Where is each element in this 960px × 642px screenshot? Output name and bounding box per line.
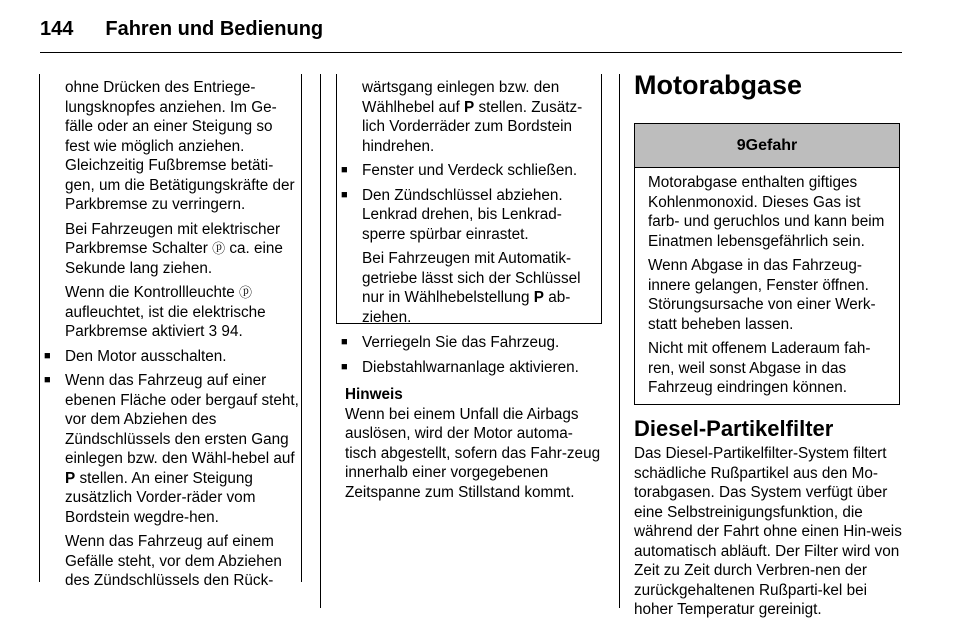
list-item [40, 371, 300, 527]
bullet-icon: ■ [341, 336, 348, 348]
text: stellen. Zusätz-lich Vorderräder zum Bordstein hindrehen. [362, 98, 583, 155]
text: Verriegeln Sie das Fahrzeug. [362, 334, 560, 351]
warning-body [635, 168, 899, 398]
col1-paragraph-2 [40, 220, 300, 279]
note-text: Wenn bei einem Unfall die Airbags auslösen, wird der Motor automa-tisch abgestellt, sofern das Fahr-zeug innerhalb einer vorgegebenen Zeitspanne zum Stillstand kommt. [345, 405, 601, 501]
text: Den Motor ausschalten. [65, 347, 227, 365]
col2-paragraph-2 [337, 249, 603, 327]
gear-p: P [65, 469, 76, 487]
text: Bei Fahrzeugen mit elektrischer Parkbremse Schalter [65, 220, 281, 257]
text: Wenn das Fahrzeug auf einer ebenen Fläche oder bergauf steht, vor dem Abziehen des Zündschlüssels den ersten Gang einlegen bzw. den Wähl-hebel auf [65, 372, 299, 467]
col1-paragraph-3 [40, 283, 300, 342]
text: Fenster und Verdeck schließen. [362, 162, 578, 179]
parking-brake-switch-icon: ⓟ [212, 241, 226, 256]
text: ca. eine Sekunde lang ziehen. [65, 240, 283, 277]
warning-triangle-icon: 9 [736, 137, 746, 154]
list-item [337, 161, 603, 181]
text: Den Zündschlüssel abziehen. Lenkrad drehen, bis Lenkrad-sperre spürbar einrastet. [362, 186, 563, 243]
page-reference: 94. [217, 323, 243, 340]
warning-label: Gefahr [745, 137, 798, 154]
gear-p: P [533, 289, 544, 306]
column-2 [337, 78, 603, 327]
section-title-motorabgase: Motorabgase [634, 70, 803, 100]
text: Wenn die Kontrollleuchte [65, 284, 240, 301]
bullet-icon: ■ [341, 164, 348, 176]
bullet-icon: ■ [341, 360, 348, 373]
gear-p: P [464, 98, 475, 116]
text: Diebstahlwarnanlage aktivieren. [362, 358, 579, 376]
list-item [40, 347, 300, 367]
page-reference-arrow-icon: 3 [208, 323, 218, 340]
page-header-title: Fahren und Bedienung [105, 18, 324, 40]
col1-right-line [301, 74, 302, 582]
warning-header [635, 124, 899, 168]
text: Bei Fahrzeugen mit Automatik-getriebe lässt sich der Schlüssel nur in Wählhebelstellung [362, 250, 581, 306]
text: stellen. An einer Steigung zusätzlich Vorder-räder vom Bordstein wegdre-hen. [65, 469, 256, 526]
column-2-lower [337, 333, 603, 502]
col2-paragraph-1 [337, 78, 603, 156]
col1-paragraph-4: Wenn das Fahrzeug auf einem Gefälle steht, vor dem Abziehen des Zündschlüssels den Rück- [65, 533, 282, 589]
diesel-paragraph: Das Diesel-Partikelfilter-System filtert schädliche Rußpartikel aus den Mo-torabgasen. Das System verfügt über eine Selbstreinigungsfunktion, die während der Fahrt ohne einen Hin-weis automatisch abläuft. Der Filter wird von Zeit zu Zeit durch Verbren-nen der zurückgehaltenen Rußparti-kel bei hoher Temperatur gereinigt. [634, 445, 902, 618]
text: ab-ziehen. [362, 289, 571, 326]
warning-box [634, 123, 900, 405]
warning-paragraph-2: Wenn Abgase in das Fahrzeug-innere gelangen, Fenster öffnen. Störungsursache von einer Werk-statt beheben lassen. [648, 257, 876, 333]
text: aufleuchtet, ist die elektrische Parkbremse aktiviert [65, 303, 266, 340]
bullet-icon: ■ [341, 188, 348, 201]
warning-paragraph-1: Motorabgase enthalten giftiges Kohlenmonoxid. Dieses Gas ist farb- und geruchlos und kann beim Einatmen lebensgefährlich sein. [648, 174, 885, 250]
page-header [40, 18, 323, 41]
list-item [337, 358, 603, 378]
section-title-diesel: Diesel-Partikelfilter [634, 416, 834, 441]
bullet-icon: ■ [44, 349, 51, 362]
col1-paragraph-1: ohne Drücken des Entriege-lungsknopfes anziehen. Im Ge-fälle oder an einer Steigung so fest wie möglich anziehen. Gleichzeitig Fußbremse betäti-gen, um die Betätigungskräfte der Parkbremse zu verringern. [65, 79, 295, 213]
text: wärtsgang einlegen bzw. den Wählhebel auf [362, 79, 560, 116]
column-divider [320, 74, 321, 608]
header-rule [40, 52, 902, 53]
list-item [337, 333, 603, 353]
warning-paragraph-3: Nicht mit offenem Laderaum fah-ren, weil sonst Abgase in das Fahrzeug eindringen können. [648, 340, 871, 396]
warning-light-icon: ⓟ [239, 285, 253, 300]
page-number: 144 [40, 18, 74, 40]
column-1 [40, 78, 300, 591]
list-item [337, 186, 603, 245]
bullet-icon: ■ [44, 374, 51, 386]
note-title: Hinweis [345, 386, 403, 403]
column-divider-2 [619, 74, 620, 608]
